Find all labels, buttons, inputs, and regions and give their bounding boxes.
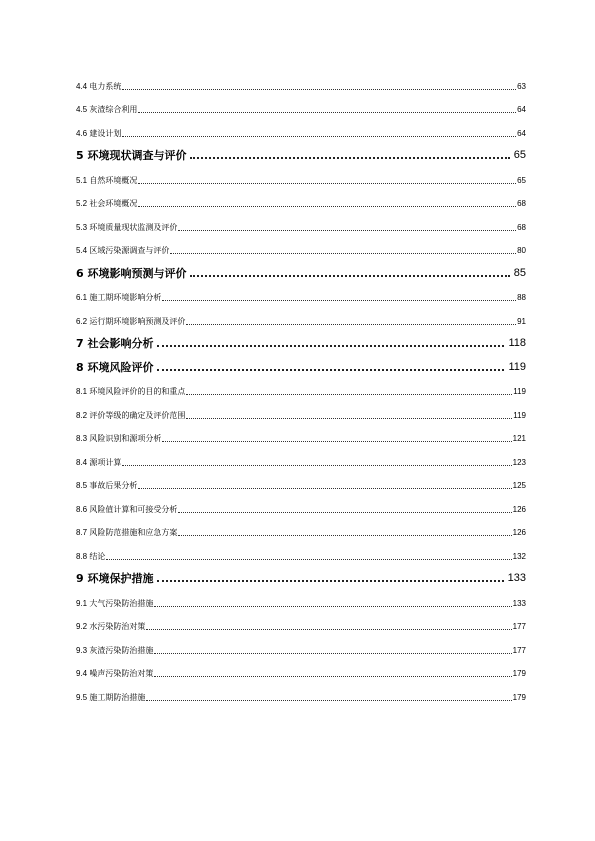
toc-page-number: 133 bbox=[507, 572, 526, 584]
toc-entry-title: 9 环境保护措施 bbox=[76, 572, 154, 585]
toc-dot-leader bbox=[190, 157, 509, 159]
toc-section-entry[interactable] bbox=[76, 68, 526, 92]
toc-section-entry[interactable] bbox=[76, 632, 526, 656]
toc-entry-title: 9.1 大气污染防治措施 bbox=[76, 598, 154, 608]
toc-dot-leader bbox=[186, 418, 512, 419]
toc-section-entry[interactable] bbox=[76, 468, 526, 492]
toc-section-entry[interactable] bbox=[76, 162, 526, 186]
toc-page-number: 91 bbox=[517, 316, 526, 326]
toc-section-entry[interactable] bbox=[76, 585, 526, 609]
toc-section-entry[interactable] bbox=[76, 115, 526, 139]
toc-page-number: 119 bbox=[513, 410, 526, 420]
toc-section-entry[interactable] bbox=[76, 280, 526, 304]
toc-dot-leader bbox=[157, 345, 504, 347]
toc-section-entry[interactable] bbox=[76, 538, 526, 562]
toc-entry-title: 8.3 风险识别和源项分析 bbox=[76, 434, 162, 443]
toc-page-number: 64 bbox=[517, 128, 526, 138]
toc-page-number: 119 bbox=[513, 387, 526, 396]
toc-page-number: 123 bbox=[512, 457, 526, 467]
toc-dot-leader bbox=[178, 535, 511, 536]
toc-entry-title: 7 社会影响分析 bbox=[76, 337, 154, 350]
toc-dot-leader bbox=[154, 606, 511, 607]
toc-dot-leader bbox=[186, 324, 516, 325]
toc-dot-leader bbox=[146, 700, 511, 701]
toc-page-number: 64 bbox=[517, 105, 526, 114]
toc-dot-leader bbox=[138, 206, 516, 207]
toc-dot-leader bbox=[154, 653, 511, 654]
toc-dot-leader bbox=[178, 512, 511, 513]
toc-entry-title: 9.4 噪声污染防治对策 bbox=[76, 669, 154, 678]
toc-entry-title: 9.3 灰渣污染防治措施 bbox=[76, 645, 154, 655]
toc-section-entry[interactable] bbox=[76, 421, 526, 445]
toc-section-entry[interactable] bbox=[76, 679, 526, 703]
toc-entry-title: 5.3 环境质量现状监测及评价 bbox=[76, 222, 178, 232]
toc-dot-leader bbox=[157, 369, 504, 371]
toc-section-entry[interactable] bbox=[76, 303, 526, 327]
toc-dot-leader bbox=[157, 580, 503, 582]
toc-entry-title: 4.4 电力系统 bbox=[76, 81, 122, 91]
toc-entry-title: 8.6 风险值计算和可接受分析 bbox=[76, 504, 178, 514]
toc-section-entry[interactable] bbox=[76, 515, 526, 539]
toc-page-number: 125 bbox=[512, 481, 526, 490]
toc-page-number: 80 bbox=[517, 246, 526, 255]
toc-dot-leader bbox=[178, 230, 516, 231]
toc-section-entry[interactable] bbox=[76, 233, 526, 257]
toc-entry-title: 6.2 运行期环境影响预测及评价 bbox=[76, 316, 186, 326]
toc-dot-leader bbox=[162, 300, 516, 301]
toc-dot-leader bbox=[138, 488, 511, 489]
toc-entry-title: 8.2 评价等级的确定及评价范围 bbox=[76, 410, 186, 420]
toc-entry-title: 5 环境现状调查与评价 bbox=[76, 149, 187, 162]
toc-entry-title: 6 环境影响预测与评价 bbox=[76, 266, 187, 280]
toc-section-entry[interactable] bbox=[76, 397, 526, 421]
toc-chapter-entry[interactable] bbox=[76, 327, 526, 351]
toc-dot-leader bbox=[146, 629, 511, 630]
toc-entry-title: 8 环境风险评价 bbox=[76, 360, 154, 374]
toc-page-number: 126 bbox=[512, 504, 526, 514]
toc-dot-leader bbox=[122, 136, 516, 137]
toc-dot-leader bbox=[162, 441, 511, 442]
toc-section-entry[interactable] bbox=[76, 491, 526, 515]
toc-page-number: 177 bbox=[512, 622, 526, 631]
toc-page-number: 132 bbox=[512, 551, 526, 561]
toc-dot-leader bbox=[122, 465, 511, 466]
toc-dot-leader bbox=[190, 275, 509, 277]
toc-entry-title: 8.4 源项计算 bbox=[76, 457, 122, 467]
toc-page-number: 88 bbox=[517, 293, 526, 302]
toc-page-number: 118 bbox=[508, 337, 526, 349]
toc-section-entry[interactable] bbox=[76, 186, 526, 210]
toc-dot-leader bbox=[138, 112, 516, 113]
toc-section-entry[interactable] bbox=[76, 656, 526, 680]
toc-section-entry[interactable] bbox=[76, 609, 526, 633]
toc-chapter-entry[interactable] bbox=[76, 562, 526, 586]
toc-entry-title: 8.5 事故后果分析 bbox=[76, 481, 138, 490]
toc-entry-title: 5.4 区域污染源调查与评价 bbox=[76, 246, 170, 255]
toc-dot-leader bbox=[138, 183, 516, 184]
toc-dot-leader bbox=[154, 676, 511, 677]
toc-entry-title: 9.2 水污染防治对策 bbox=[76, 622, 146, 631]
table-of-contents bbox=[76, 68, 526, 703]
toc-chapter-entry[interactable] bbox=[76, 139, 526, 163]
toc-dot-leader bbox=[186, 394, 512, 395]
toc-section-entry[interactable] bbox=[76, 374, 526, 398]
toc-page-number: 126 bbox=[512, 528, 526, 537]
toc-page-number: 119 bbox=[508, 360, 526, 373]
toc-entry-title: 5.1 自然环境概况 bbox=[76, 175, 138, 185]
toc-section-entry[interactable] bbox=[76, 209, 526, 233]
toc-page-number: 63 bbox=[517, 81, 526, 91]
toc-entry-title: 8.8 结论 bbox=[76, 551, 106, 561]
toc-page-number: 121 bbox=[512, 434, 526, 443]
toc-page-number: 65 bbox=[513, 149, 526, 161]
toc-entry-title: 4.5 灰渣综合利用 bbox=[76, 105, 138, 114]
toc-chapter-entry[interactable] bbox=[76, 256, 526, 280]
toc-entry-title: 8.7 风险防范措施和应急方案 bbox=[76, 528, 178, 537]
toc-section-entry[interactable] bbox=[76, 444, 526, 468]
toc-page-number: 68 bbox=[517, 222, 526, 232]
toc-dot-leader bbox=[170, 253, 516, 254]
toc-page-number: 68 bbox=[517, 199, 526, 208]
toc-page-number: 85 bbox=[513, 266, 526, 279]
toc-page-number: 177 bbox=[512, 645, 526, 655]
toc-entry-title: 6.1 施工期环境影响分析 bbox=[76, 293, 162, 302]
toc-page-number: 65 bbox=[517, 175, 526, 185]
toc-entry-title: 8.1 环境风险评价的目的和重点 bbox=[76, 387, 186, 396]
toc-entry-title: 9.5 施工期防治措施 bbox=[76, 692, 146, 702]
toc-page-number: 179 bbox=[512, 669, 526, 678]
toc-section-entry[interactable] bbox=[76, 92, 526, 116]
toc-entry-title: 5.2 社会环境概况 bbox=[76, 199, 138, 208]
toc-page-number: 179 bbox=[512, 692, 526, 702]
toc-chapter-entry[interactable] bbox=[76, 350, 526, 374]
toc-page-number: 133 bbox=[512, 598, 526, 608]
toc-dot-leader bbox=[122, 89, 516, 90]
toc-dot-leader bbox=[106, 559, 511, 560]
toc-entry-title: 4.6 建设计划 bbox=[76, 128, 122, 138]
